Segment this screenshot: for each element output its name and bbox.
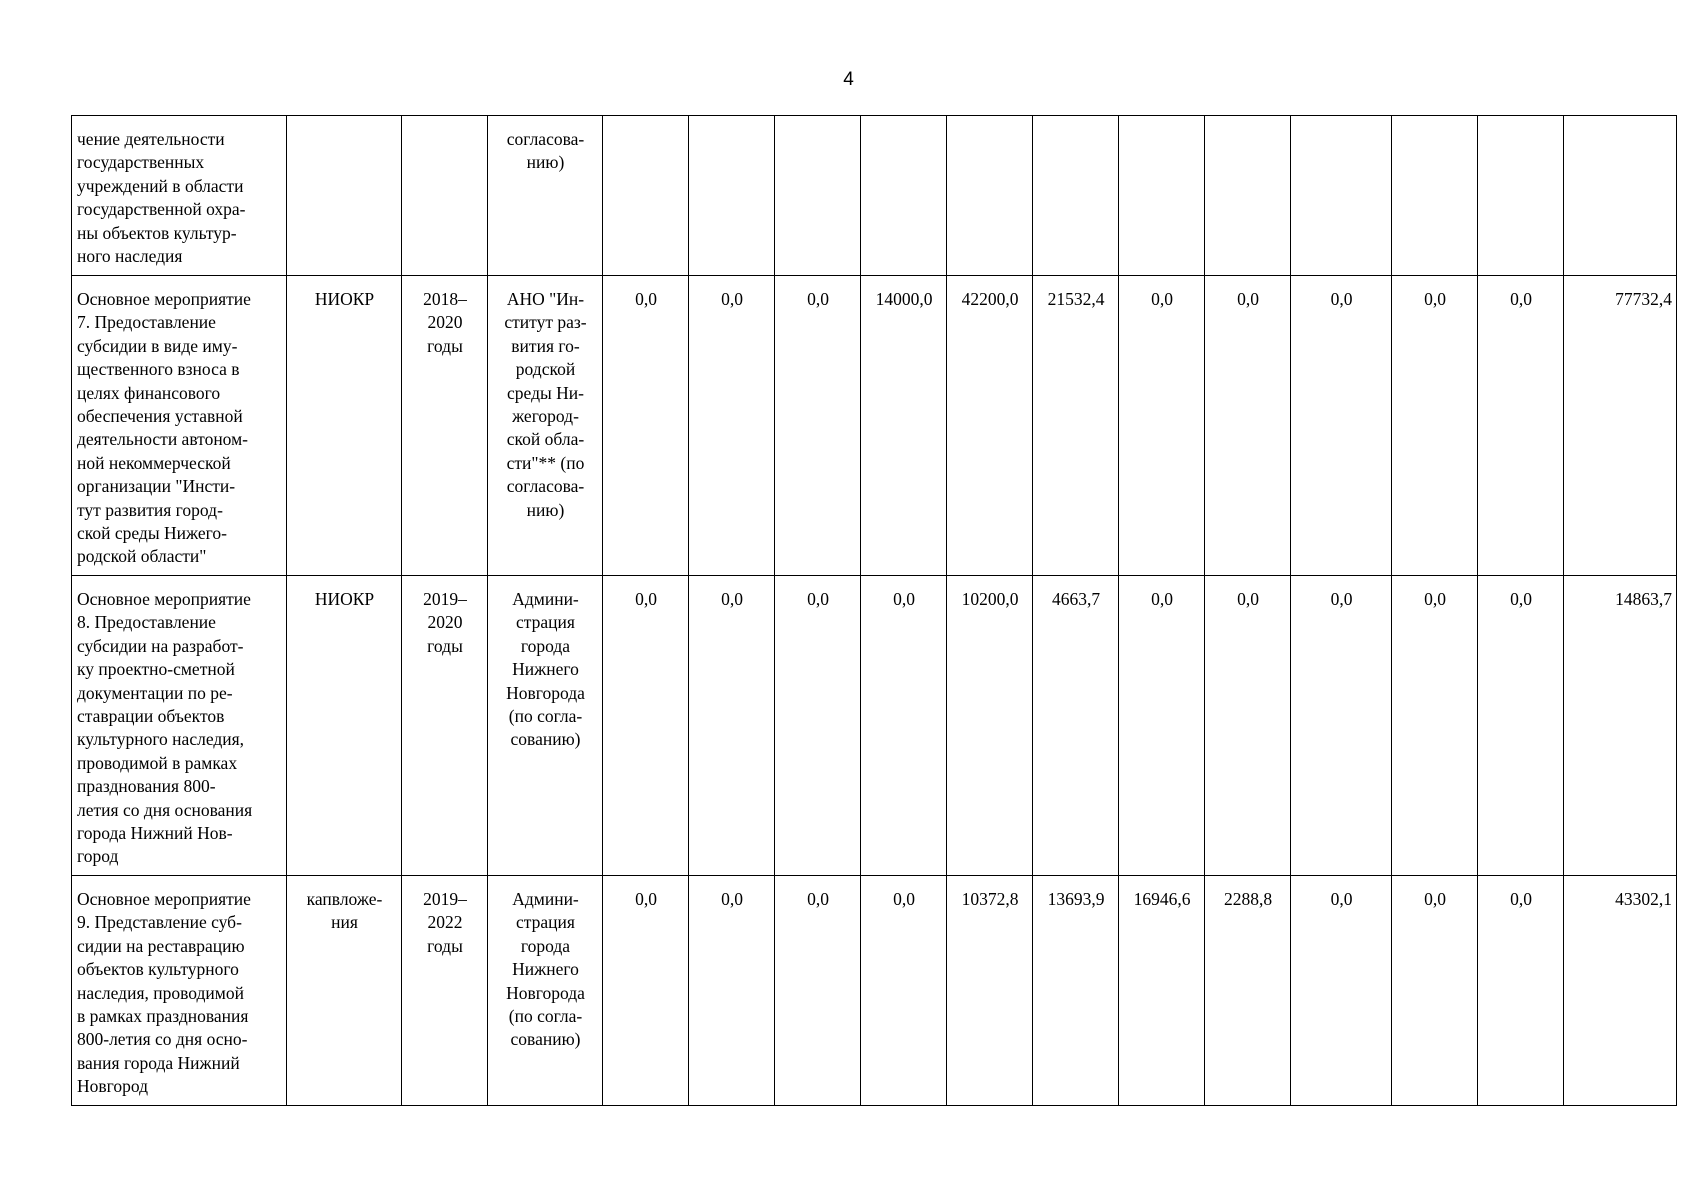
executor-cell-line: среды Ни- [507,382,584,403]
executor-cell [488,876,603,1106]
measure-name-cell-line: ной некоммерческой [77,452,231,473]
executor-cell-line: АНО "Ин- [506,289,585,309]
funding-source-cell-line: капвложе- [306,889,383,909]
measure-name-cell-line: город [77,846,119,867]
executor-cell-line: страция [516,612,575,633]
period-cell [402,276,488,576]
executor-cell-line: Новгорода [506,682,585,703]
measure-name-cell-line: субсидии в виде иму- [77,335,238,356]
period-cell-line: 2018– [423,289,467,309]
year-value-cell: 0,0 [603,276,689,576]
measure-name-cell [72,116,287,276]
year-value-cell: 14000,0 [861,276,947,576]
funding-source-cell [287,576,402,876]
year-value-cell: 0,0 [1119,576,1205,876]
period-cell [402,116,488,276]
measure-name-cell-line: Основное мероприятие [77,889,251,909]
funding-source-cell [287,116,402,276]
measure-name-cell-line: документации по ре- [77,682,233,703]
executor-cell-line: ститут раз- [504,312,587,333]
year-value-cell [689,116,775,276]
total-value-cell [1564,116,1677,276]
executor-cell-line: (по согла- [508,1006,583,1027]
period-cell-line: 2019– [423,589,467,609]
year-value-cell: 0,0 [1478,876,1564,1106]
measure-name-cell-line: культурного наследия, [77,729,245,750]
executor-cell-line: страция [516,912,575,933]
period-cell-line: годы [427,335,463,356]
measure-name-cell-line: Новгород [77,1076,149,1097]
measure-name-cell-line: летия со дня основания [77,799,253,820]
measure-name-cell-line: тут развития город- [77,499,223,520]
measure-name-cell-line: государственных [77,152,205,173]
table-row [72,576,1677,876]
year-value-cell: 0,0 [1478,276,1564,576]
measure-name-cell-line: Основное мероприятие [77,589,251,609]
measure-name-cell-line: ного наследия [77,246,183,267]
measure-name-cell-line: ку проектно-сметной [77,659,235,680]
year-value-cell [947,116,1033,276]
measure-name-cell-line: организации "Инсти- [77,476,236,497]
measure-name-cell-line: учреждений в области [77,175,244,196]
total-value-cell: 43302,1 [1564,876,1677,1106]
measure-name-cell-line: сидии на реставрацию [77,935,245,956]
year-value-cell [1291,116,1392,276]
year-value-cell [1392,116,1478,276]
page-number: 4 [843,69,854,90]
executor-cell [488,116,603,276]
year-value-cell [603,116,689,276]
measures-table [71,115,1677,1106]
year-value-cell: 0,0 [603,576,689,876]
year-value-cell: 16946,6 [1119,876,1205,1106]
year-value-cell: 0,0 [861,876,947,1106]
period-cell-line: 2022 [427,912,463,933]
funding-source-cell [287,276,402,576]
funding-source-cell [287,876,402,1106]
year-value-cell: 0,0 [1205,276,1291,576]
measure-name-cell-line: 9. Представление суб- [77,912,242,933]
year-value-cell [861,116,947,276]
measure-name-cell [72,576,287,876]
executor-cell-line: вития го- [511,335,580,356]
year-value-cell: 2288,8 [1205,876,1291,1106]
year-value-cell: 0,0 [689,276,775,576]
executor-cell [488,576,603,876]
measure-name-cell-line: вания города Нижний [77,1052,240,1073]
measure-name-cell-line: наследия, проводимой [77,982,244,1003]
year-value-cell: 0,0 [1392,276,1478,576]
year-value-cell: 0,0 [1291,876,1392,1106]
year-value-cell: 0,0 [1205,576,1291,876]
year-value-cell: 13693,9 [1033,876,1119,1106]
executor-cell-line: нию) [526,152,565,173]
year-value-cell: 4663,7 [1033,576,1119,876]
executor-cell-line: Нижнего [512,959,579,980]
year-value-cell: 0,0 [1119,276,1205,576]
year-value-cell: 42200,0 [947,276,1033,576]
measure-name-cell-line: объектов культурного [77,959,239,980]
period-cell-line: 2020 [427,312,463,333]
executor-cell-line: согласова- [506,129,585,149]
executor-cell-line: Нижнего [512,659,579,680]
table-row [72,116,1677,276]
measure-name-cell-line: ской среды Нижего- [77,523,227,544]
measure-name-cell-line: города Нижний Нов- [77,823,233,844]
measure-name-cell-line: обеспечения уставной [77,406,243,427]
year-value-cell: 0,0 [1291,576,1392,876]
executor-cell-line: (по согла- [508,706,583,727]
measure-name-cell-line: празднования 800- [77,776,216,797]
executor-cell-line: родской [515,359,576,380]
period-cell-line: годы [427,635,463,656]
year-value-cell [1119,116,1205,276]
total-value-cell: 14863,7 [1564,576,1677,876]
year-value-cell [1033,116,1119,276]
year-value-cell: 0,0 [775,576,861,876]
executor-cell-line: нию) [526,499,565,520]
executor-cell [488,276,603,576]
measure-name-cell-line: ставрации объектов [77,706,225,727]
year-value-cell: 0,0 [1392,876,1478,1106]
executor-cell-line: города [520,635,571,656]
funding-source-cell-line: НИОКР [314,289,375,309]
year-value-cell: 0,0 [1478,576,1564,876]
total-value-cell: 77732,4 [1564,276,1677,576]
period-cell-line: 2020 [427,612,463,633]
executor-cell-line: Админи- [512,589,579,609]
measure-name-cell-line: щественного взноса в [77,359,240,380]
year-value-cell: 0,0 [689,576,775,876]
year-value-cell [1205,116,1291,276]
year-value-cell: 10372,8 [947,876,1033,1106]
executor-cell-line: согласова- [506,476,585,497]
executor-cell-line: ской обла- [506,429,585,450]
measure-name-cell-line: 7. Предоставление [77,312,216,333]
period-cell-line: годы [427,935,463,956]
measure-name-cell [72,876,287,1106]
measure-name-cell-line: государственной охра- [77,199,246,220]
measure-name-cell-line: проводимой в рамках [77,752,238,773]
funding-source-cell-line: ния [331,912,358,933]
year-value-cell: 0,0 [1291,276,1392,576]
measure-name-cell-line: деятельности автоном- [77,429,249,450]
period-cell-line: 2019– [423,889,467,909]
measure-name-cell-line: в рамках празднования [77,1006,249,1027]
year-value-cell [1478,116,1564,276]
measure-name-cell-line: ны объектов культур- [77,222,237,243]
year-value-cell: 0,0 [603,876,689,1106]
measure-name-cell-line: 800-летия со дня осно- [77,1029,248,1050]
year-value-cell: 0,0 [775,876,861,1106]
funding-source-cell-line: НИОКР [314,589,375,609]
measure-name-cell [72,276,287,576]
year-value-cell: 10200,0 [947,576,1033,876]
year-value-cell: 0,0 [775,276,861,576]
executor-cell-line: Новгорода [506,982,585,1003]
year-value-cell: 0,0 [1392,576,1478,876]
year-value-cell [775,116,861,276]
executor-cell-line: Админи- [512,889,579,909]
year-value-cell: 0,0 [861,576,947,876]
measure-name-cell-line: целях финансового [77,382,221,403]
executor-cell-line: города [520,935,571,956]
measure-name-cell-line: Основное мероприятие [77,289,251,309]
measure-name-cell-line: 8. Предоставление [77,612,216,633]
measure-name-cell-line: чение деятельности [77,129,225,149]
executor-cell-line: сованию) [510,729,581,750]
executor-cell-line: жегород- [512,406,579,427]
table-row [72,876,1677,1106]
table-row [72,276,1677,576]
executor-cell-line: сти"** (по [506,452,585,473]
measure-name-cell-line: родской области" [77,546,207,567]
executor-cell-line: сованию) [510,1029,581,1050]
period-cell [402,876,488,1106]
year-value-cell: 0,0 [689,876,775,1106]
period-cell [402,576,488,876]
year-value-cell: 21532,4 [1033,276,1119,576]
measure-name-cell-line: субсидии на разработ- [77,635,244,656]
